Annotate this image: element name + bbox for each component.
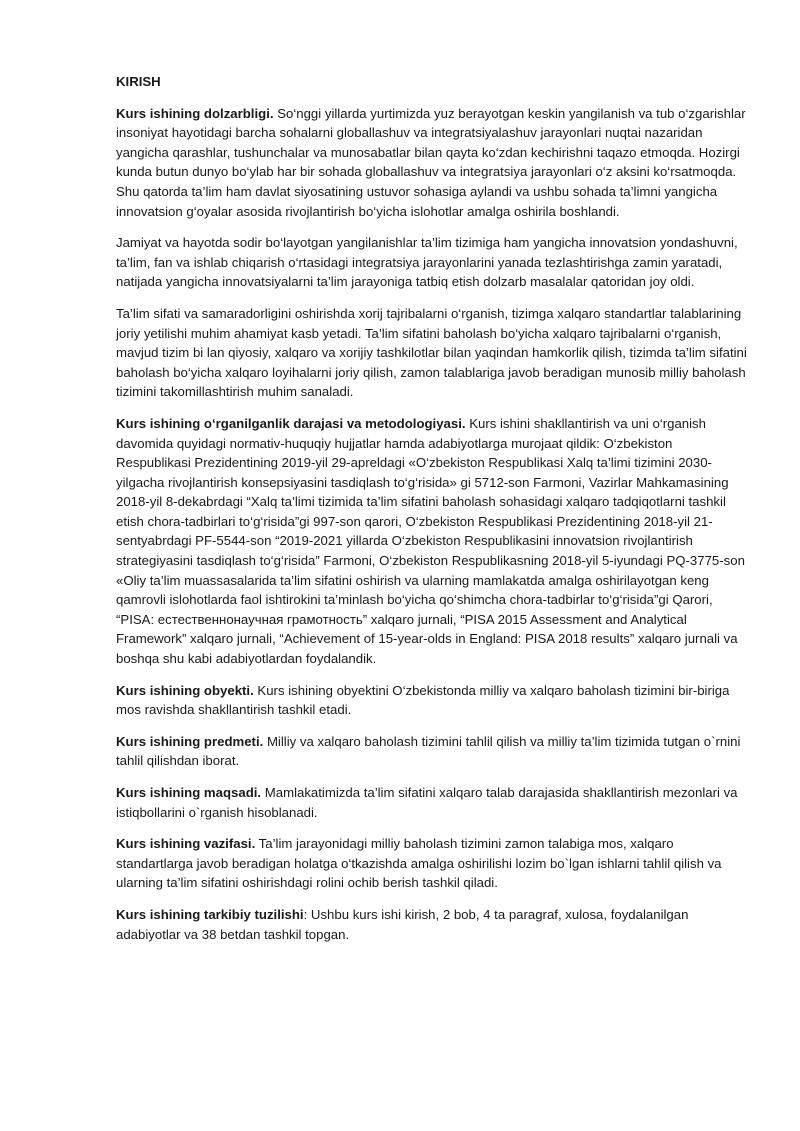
- paragraph-text: Ta’lim jarayonidagi milliy baholash tizimini zamon talabiga mos, xalqaro standartlarga javob beradigan holatga o‘tkazishda amalga oshirilishi lozim bo`lgan ishlarni tahlil qilish va ularning ta’lim sifatini oshirishdagi rolini ochib berish tashkil qiladi.: [116, 836, 722, 891]
- paragraph-lead: Kurs ishining o‘rganilganlik darajasi va metodologiyasi.: [116, 415, 466, 431]
- paragraph-lead: Kurs ishining tarkibiy tuzilishi: [116, 906, 304, 922]
- paragraph-text: So‘nggi yillarda yurtimizda yuz berayotgan keskin yangilanish va tub o‘zgarishlar insoniyat hayotidagi barcha sohalarni globallashuv va integratsiyalashuv jarayonlari nuqtai nazaridan yangicha qarashlar, tushunchalar va munosabatlar bilan qayta ko‘zdan kechirishni taqazo etmoqda. Hozirgi kunda butun dunyo bo‘ylab har bir sohada globallashuv va integratsiya jarayonlari o‘z aksini ko‘rsatmoqda. Shu qatorda ta’lim ham davlat siyosatining ustuvor sohasiga aylandi va ushbu sohada ta’limni yangicha innovatsion g‘oyalar asosida rivojlantirish bo‘yicha islohotlar amalga oshirila boshlandi.: [116, 105, 746, 219]
- paragraph-society: [116, 233, 748, 292]
- paragraph-structure: [116, 905, 748, 944]
- paragraph-text: Jamiyat va hayotda sodir bo‘layotgan yangilanishlar ta’lim tizimiga ham yangicha innovatsion yondashuvni, ta’lim, fan va ishlab chiqarish o‘rtasidagi integratsiya jarayonlarini yanada tezlashtirishga zamin yaratadi, natijada yangicha innovatsiyalarni ta’lim jarayoniga tatbiq etish dolzarb masalalar qatoridan joy oldi.: [116, 235, 738, 290]
- paragraph-methodology: [116, 414, 748, 669]
- document-page: [116, 72, 748, 956]
- paragraph-lead: Kurs ishining predmeti.: [116, 733, 264, 749]
- paragraph-object: [116, 681, 748, 720]
- section-heading: KIRISH: [116, 74, 161, 89]
- paragraph-text: Milliy va xalqaro baholash tizimini tahlil qilish va milliy ta’lim tizimida tutgan o`rnini tahlil qilishdan iborat.: [116, 733, 741, 769]
- paragraph-lead: Kurs ishining vazifasi.: [116, 836, 256, 852]
- paragraph-text: Ta’lim sifati va samaradorligini oshirishda xorij tajribalarni o‘rganish, tizimga xalqaro standartlar talablarining joriy yetilishi muhim ahamiyat kasb yetadi. Ta’lim sifatini baholash bo‘yicha xalqaro tajribalarni o‘rganish, mavjud tizim bi lan qiyosiy, xalqaro va xorijiy tashkilotlar bilan yaqindan hamkorlik qilish, tizimda ta’lim sifatini baholash bo‘yicha xalqaro loyihalarni joriy qilish, zamon talablariga javob beradigan munosib milliy baholash tizimini takomillashtirish muhim sanaladi.: [116, 305, 747, 400]
- paragraph-lead: Kurs ishining dolzarbligi.: [116, 105, 274, 121]
- paragraph-text: : Ushbu kurs ishi kirish, 2 bob, 4 ta paragraf, xulosa, foydalanilgan adabiyotlar va 38 betdan tashkil topgan.: [116, 906, 689, 942]
- paragraph-text: Kurs ishini shakllantirish va uni o‘rganish davomida quyidagi normativ-huquqiy hujjatlar hamda adabiyotlarga murojaat qildik: O‘zbekiston Respublikasi Prezidentining 2019-yil 29-apreldagi «O‘zbekiston Respublikasi Xalq ta’limi tizimini 2030-yilgacha rivojlantirish konsepsiyasini tasdiqlash to‘g‘risida» gi 5712-son Farmoni, Vazirlar Mahkamasining 2018-yil 8-dekabrdagi “Xalq ta’limi tizimida ta’lim sifatini baholash sohasidagi xalqaro tadqiqotlarni tashkil etish chora-tadbirlari to‘g‘risida”gi 997-son qarori, O‘zbekiston Respublikasi Prezidentining 2018-yil 21-sentyabrdagi PF-5544-son “2019-2021 yillarda O‘zbekiston Respublikasini innovatsion rivojlantirish strategiyasini tasdiqlash to‘g‘risida” Farmoni, O‘zbekiston Respublikasning 2018-yil 5-iyundagi PQ-3775-son «Oliy ta’lim muassasalarida ta’lim sifatini oshirish va ularning mamlakatda amalga oshirilayotgan keng qamrovli islohotlarda faol ishtirokini ta’minlash bo‘yicha qo‘shimcha chora-tadbirlar to‘g‘risida”gi Qarori, “PISA: естественнонаучная грамотность” xalqaro jurnali, “PISA 2015 Assessment and Analytical Framework” xalqaro jurnali, “Achievement of 15-year-olds in England: PISA 2018 results” xalqaro jurnali va boshqa shu kabi adabiyotlardan foydalandik.: [116, 415, 745, 667]
- paragraph-goal: [116, 783, 748, 822]
- paragraph-lead: Kurs ishining maqsadi.: [116, 785, 262, 800]
- paragraph-text: Kurs ishining obyektini O‘zbekistonda milliy va xalqaro baholash tizimini bir-biriga mos ravishda shakllantirish tashkil etadi.: [116, 682, 730, 718]
- paragraph-text: Mamlakatimizda ta’lim sifatini xalqaro talab darajasida shakllantirish mezonlari va istiqbollarini o`rganish hisoblanadi.: [116, 785, 738, 820]
- paragraph-quality: [116, 304, 748, 402]
- paragraph-relevance: [116, 104, 748, 222]
- paragraph-lead: Kurs ishining obyekti.: [116, 682, 254, 698]
- paragraph-subject: [116, 732, 748, 771]
- paragraph-task: [116, 834, 748, 893]
